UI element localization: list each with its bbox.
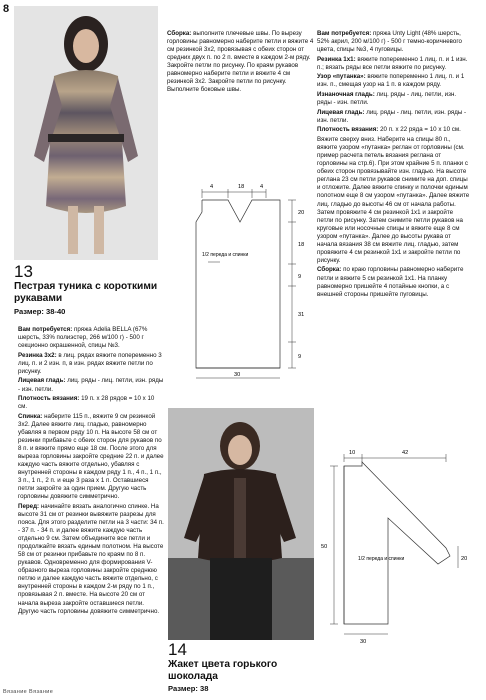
- diag14-left-dim: 50: [321, 544, 328, 550]
- diag13-right-dim-2: 18: [298, 242, 305, 248]
- diag13-right-dim-5: 9: [298, 354, 302, 360]
- diag13-top-dim-1: 4: [210, 184, 214, 190]
- m13-stock-label: Лицевая гладь:: [18, 377, 66, 385]
- diag13-right-dim-3: 9: [298, 274, 302, 280]
- m14-rib-label: Резинка 1х1:: [317, 55, 356, 63]
- m13-assembly-label: Сборка:: [167, 30, 192, 37]
- model-13-size: Размер: 38-40: [14, 307, 66, 316]
- tunic-model-image: [14, 6, 158, 260]
- m13-back-label: Спинка:: [18, 412, 43, 420]
- diag13-top-dim-2: 18: [238, 184, 245, 190]
- m13-gauge: 19 п. х 28 рядов = 10 х 10 см.: [18, 395, 155, 411]
- diag14-bottom-dim: 30: [360, 639, 367, 645]
- tunic-schematic: [168, 182, 316, 382]
- m13-front-label: Перед:: [18, 502, 40, 510]
- diag14-top-dim-2: 42: [402, 450, 409, 456]
- model-13-col2: [167, 30, 314, 96]
- footer-logo: Вязание Вязание: [3, 689, 54, 695]
- m14-materials: пряжа Unty Light (48% шерсть, 52% акрил, 200 м/100 г) - 500 г темно-коричневого цвета, спицы №3, 4 пуговицы.: [317, 30, 462, 54]
- model-13-photo: [14, 6, 158, 260]
- m14-assembly: по краю горловины равномерно наберите петли и вяжите 5 см резинкой 1х1. На планку равномерно пришейте 4 потайные кнопки, а с внешней стороны пришейте пуговицы.: [317, 266, 464, 298]
- m13-materials: пряжа Adelia BELLA (67% шерсть, 33% полиэстер, 266 м/100 г) - 500 г секционно окрашенной, спицы №3.: [18, 326, 148, 350]
- page-number: 8: [3, 3, 10, 15]
- diag13-right-dim-4: 31: [298, 312, 305, 318]
- m14-gauge: 20 п. х 22 ряда = 10 х 10 см.: [380, 126, 461, 134]
- diag14-right-dim: 20: [461, 556, 468, 562]
- m14-lace-label: Узор «путанка»:: [317, 73, 366, 81]
- model-13-title: Пестрая туника с короткими рукавами: [14, 281, 158, 304]
- model-14-photo: [168, 408, 314, 640]
- m13-materials-label: Вам потребуется:: [18, 326, 73, 333]
- m14-rev-label: Изнаночная гладь:: [317, 91, 375, 99]
- model-14-number: 14: [168, 640, 187, 659]
- m13-rib: в лиц. рядах вяжите попеременно 3 лиц. п. и 2 изн. п, в изн. рядах вяжите петли по рисунку.: [18, 351, 162, 375]
- model-14-col3: [317, 30, 470, 300]
- jacket-schematic: [318, 448, 478, 658]
- m13-front: начинайте вязать аналогично спинке. На высоте 31 см от резинки вывяжите разрезы для пояса. Для этого разделите петли на 3 части: 34 п. - 37 п. - 34 п. и далее вяжите каждую часть отдельно 9 см. Затем объедините все петли и продолжайте вязать единым полотном. На высоте 58 см от резинки прибавьте по краям по 8 п. рукавов. Одновременно для формирования V-образного выреза горловины закройте среднюю петлю и далее каждую часть вяжите отдельно, с внутренней стороны в каждом 2-м ряду по 1 п., провязывая 2 п. вместе. На высоте 20 см от начала выреза закройте оставшиеся петли. Другую часть горловины довяжите симметрично.: [18, 502, 164, 615]
- m14-assembly-label: Сборка:: [317, 266, 342, 274]
- model-14-size: Размер: 38: [168, 684, 209, 693]
- m13-assembly: выполните плечевые швы. По вырезу горловины равномерно наберите петли и вяжите 4 см резинкой 3х2, провязывая с обеих сторон от средних двух п. по 2 п. вместе в каждом 2-м ряду. Закройте петли по рисунку. По краям рукавов равномерно наберите петли и вяжите 4 см резинкой 3х2. Закройте петли по рисунку. Выполните боковые швы.: [167, 30, 314, 94]
- m14-stock-label: Лицевая гладь:: [317, 108, 365, 116]
- m14-stock: лиц. ряды - лиц. петли, изн. ряды - изн. петли.: [317, 108, 467, 124]
- diag13-bottom-dim: 30: [234, 372, 241, 378]
- m14-materials-label: Вам потребуется:: [317, 30, 372, 37]
- m14-rib: вяжите попеременно 1 лиц. п. и 1 изн. п.; вязать ряды все петли вяжите по рисунку.: [317, 55, 468, 71]
- m13-back: наберите 115 п., вяжите 9 см резинкой 3х2. Далее вяжите лиц. гладью, равномерно убавляя в первом ряду 10 п. На высоте 58 см от резинки прибавьте с обеих сторон для рукавов по 8 п. и вяжите прямо еще 18 см. После этого для выреза горловины закройте средние 22 п. и далее каждую часть вяжите отдельно, убавляя с внутренней стороны в каждом ряду 1 п., 4 п., 1 п., 3 п., 1 п., 2 п. и еще 3 раза х 1 п. Оставшиеся петли закройте за один прием. Другую часть горловины довяжите симметрично.: [18, 412, 164, 501]
- model-13-number: 13: [14, 262, 33, 281]
- diag13-top-dim-3: 4: [260, 184, 264, 190]
- model-14-title: Жакет цвета горького шоколада: [168, 659, 278, 682]
- model-13-col1: [18, 326, 164, 617]
- diag14-label: 1/2 переда и спинки: [358, 556, 405, 562]
- diag14-top-dim-1: 10: [349, 450, 356, 456]
- m14-rev: лиц. ряды - лиц. петли, изн. ряды - изн. петли.: [317, 91, 457, 107]
- m13-stock: лиц. ряды - лиц. петли, изн. ряды - изн. петли.: [18, 377, 164, 393]
- m14-body: Вяжите сверху вниз. Наберите на спицы 80 п., вяжите узором «путанка» реглан от горловины (см. пример расчета петель вязания реглана от горловины на стр.6). При этом крайние 5 п. планки с обеих сторон провязывайте изн. гладью. На высоте реглана 23 см петли рукавов снимите на доп. спицы и отложите. Далее вяжите спинку и полочки единым полотном еще 8 см узором «путанка». Далее вяжите лиц. гладью до высоты 46 см от начала работы. Затем провяжите 4 см резинкой 1х1 и закройте петли по рисунку. Затем снимите петли рукавов на круговые или носочные спицы и вяжите еще 8 см узором «путанка». Далее до высоты рукава от начала вязания 38 см вяжите лиц. гладью, затем провяжите 4 см резинкой 1х1 и закройте петли по рисунку.: [317, 136, 470, 264]
- m13-rib-label: Резинка 3х2:: [18, 351, 57, 359]
- m14-gauge-label: Плотность вязания:: [317, 126, 379, 134]
- diag13-right-dim-1: 20: [298, 210, 305, 216]
- m13-gauge-label: Плотность вязания:: [18, 395, 80, 403]
- m14-lace: вяжите попеременно 1 лиц. п. и 1 изн. п., смещая узор на 1 п. в каждом ряду.: [317, 73, 465, 89]
- jacket-model-image: [168, 408, 314, 640]
- diag13-label: 1/2 переда и спинки: [202, 252, 249, 258]
